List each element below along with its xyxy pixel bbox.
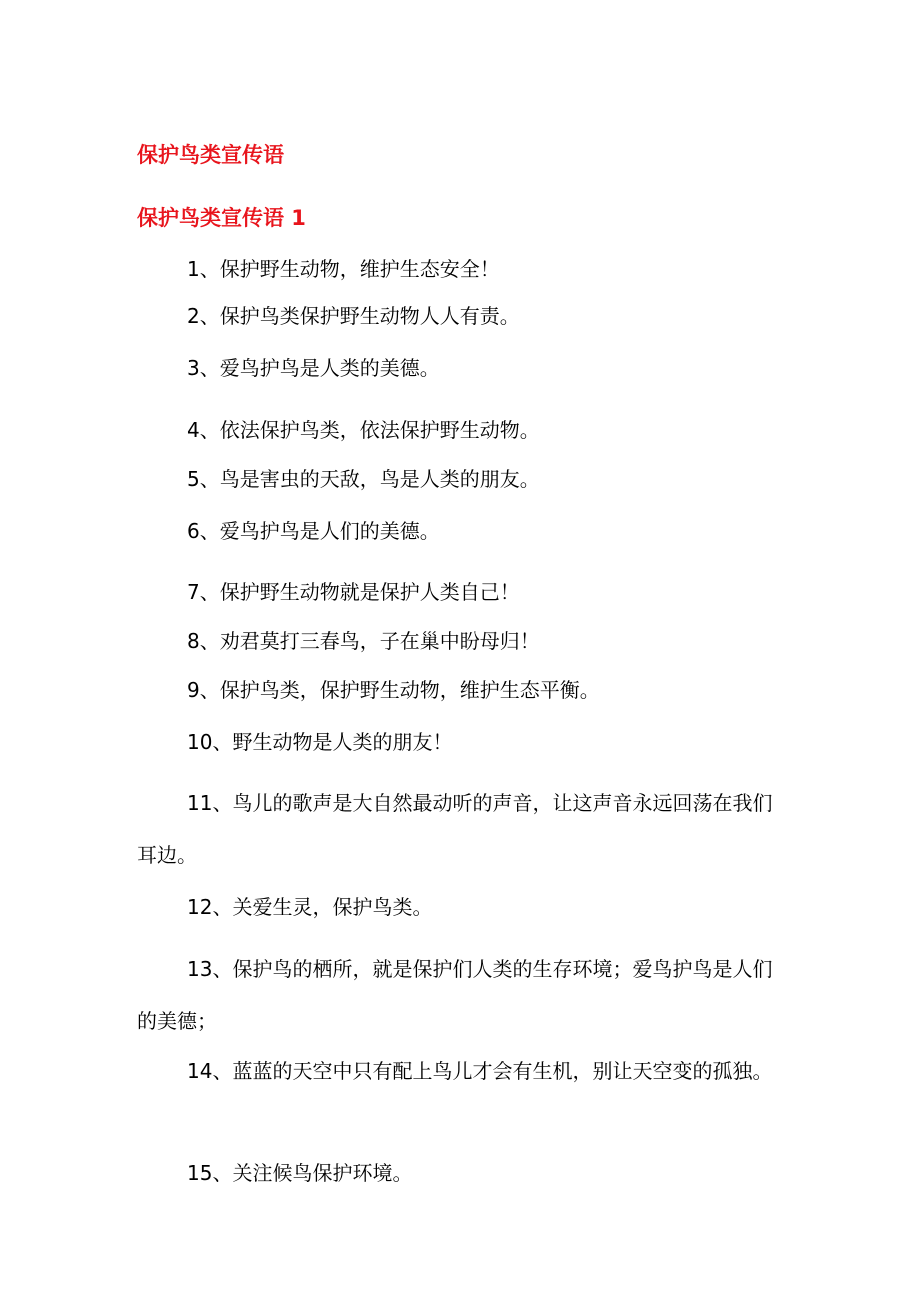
slogan-item-10: 10、野生动物是人类的朋友！ — [187, 730, 453, 754]
slogan-item-5: 5、鸟是害虫的天敌，鸟是人类的朋友。 — [187, 467, 540, 491]
slogan-item-2: 2、保护鸟类保护野生动物人人有责。 — [187, 304, 520, 328]
slogan-item-6: 6、爱鸟护鸟是人们的美德。 — [187, 519, 440, 543]
slogan-item-13: 13、保护鸟的栖所，就是保护们人类的生存环境；爱鸟护鸟是人们的美德； — [137, 957, 773, 1033]
slogan-item-12: 12、关爱生灵，保护鸟类。 — [187, 895, 433, 919]
slogan-item-7: 7、保护野生动物就是保护人类自己！ — [187, 580, 520, 604]
slogan-item-11: 11、鸟儿的歌声是大自然最动听的声音，让这声音永远回荡在我们耳边。 — [137, 791, 773, 867]
slogan-item-15: 15、关注候鸟保护环境。 — [187, 1161, 413, 1185]
slogan-item-4: 4、依法保护鸟类，依法保护野生动物。 — [187, 418, 540, 442]
slogan-item-1: 1、保护野生动物，维护生态安全！ — [187, 257, 500, 281]
slogan-item-3: 3、爱鸟护鸟是人类的美德。 — [187, 356, 440, 380]
slogan-item-14: 14、蓝蓝的天空中只有配上鸟儿才会有生机，别让天空变的孤独。 — [187, 1059, 773, 1083]
slogan-item-9: 9、保护鸟类，保护野生动物，维护生态平衡。 — [187, 678, 600, 702]
document-title: 保护鸟类宣传语 — [137, 143, 284, 167]
section-heading: 保护鸟类宣传语 1 — [137, 206, 306, 230]
slogan-item-8: 8、劝君莫打三春鸟，子在巢中盼母归！ — [187, 629, 540, 653]
